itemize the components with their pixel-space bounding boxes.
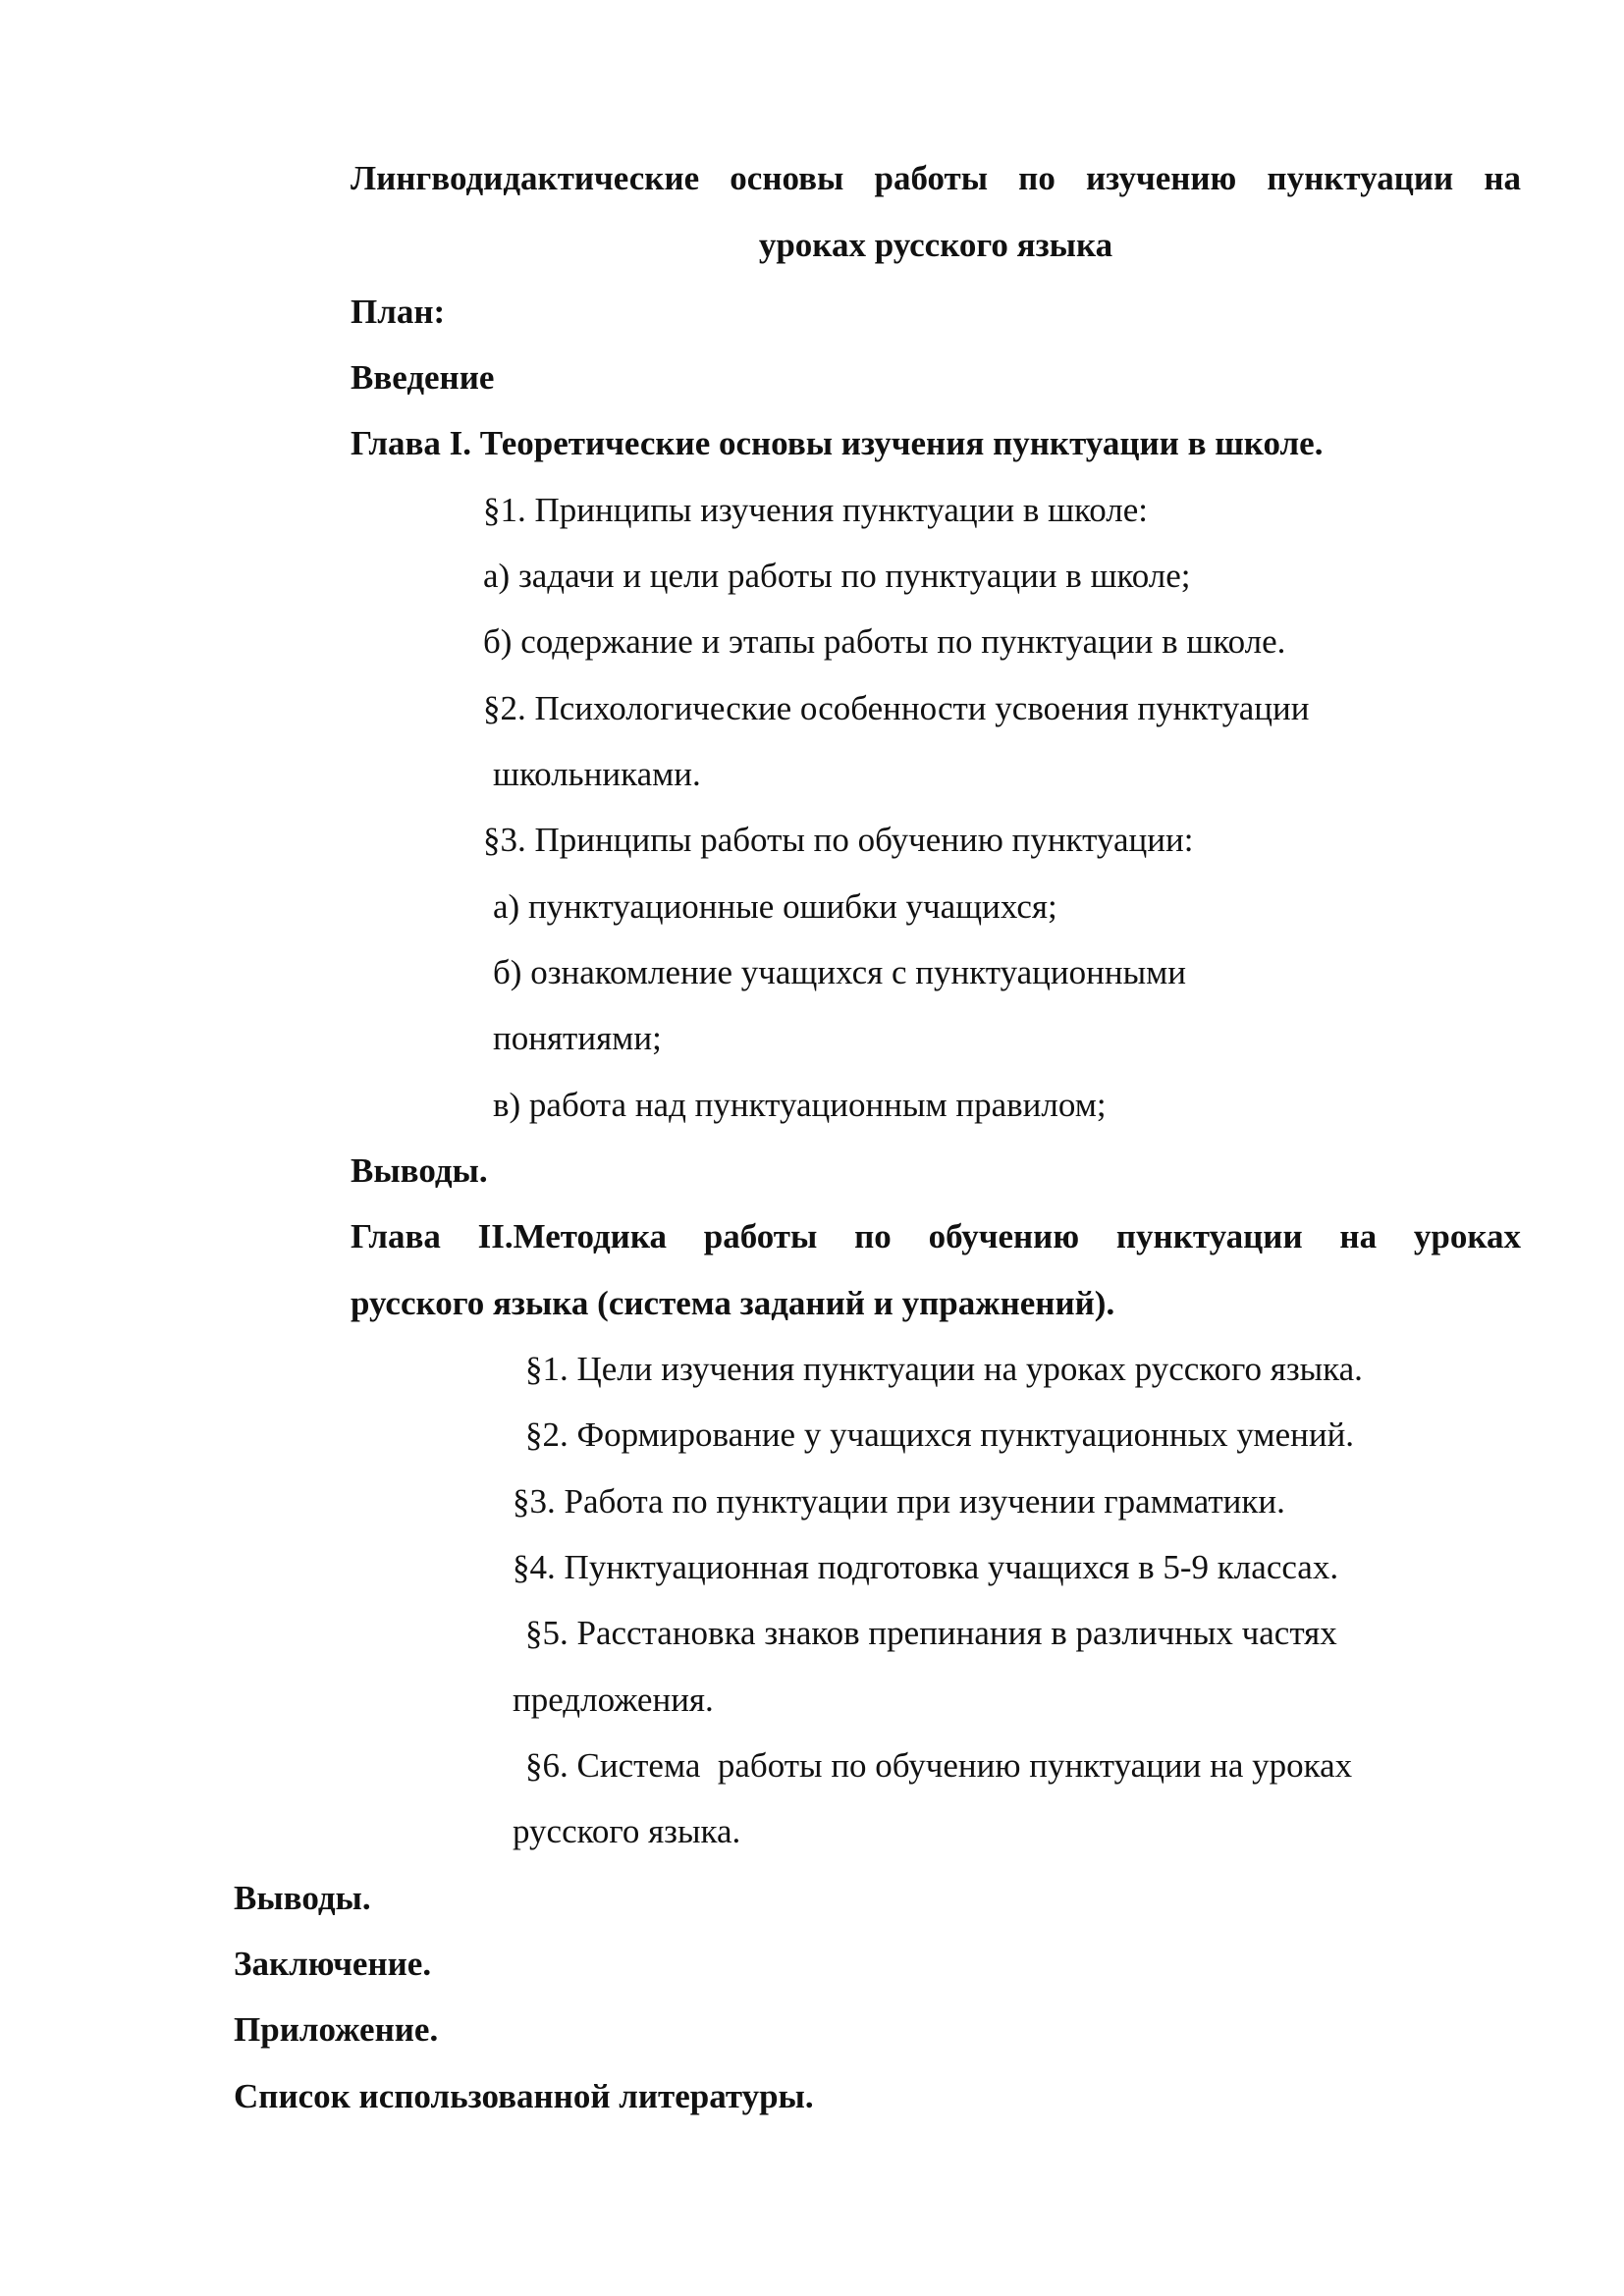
- chapter-2-heading-word: пунктуации: [1115, 1217, 1303, 1255]
- chapter-1-item: §2. Психологические особенности усвоения пунктуации: [483, 689, 1310, 727]
- intro-heading: Введение: [351, 358, 495, 397]
- chapter-2-item: русского языка.: [513, 1812, 741, 1850]
- chapter-2-heading-line-1: [351, 1215, 1521, 1258]
- chapter-1-item: §1. Принципы изучения пунктуации в школе:: [483, 491, 1149, 529]
- chapter-2-heading-word: уроках: [1413, 1217, 1521, 1255]
- chapter-1-conclusions: Выводы.: [351, 1151, 488, 1190]
- chapter-2-heading-word: по: [854, 1217, 892, 1255]
- chapter-2-item: §6. Система работы по обучению пунктуации на уроках: [525, 1746, 1353, 1785]
- chapter-2-item: §5. Расстановка знаков препинания в различных частях: [525, 1614, 1337, 1652]
- chapter-2-heading-line-2: русского языка (система заданий и упражнений).: [351, 1284, 1115, 1322]
- plan-label: План:: [351, 293, 446, 331]
- conclusion-heading: Заключение.: [234, 1945, 432, 1983]
- chapter-1-item: понятиями;: [493, 1019, 662, 1057]
- chapter-1-heading: Глава I. Теоретические основы изучения пунктуации в школе.: [351, 424, 1324, 462]
- final-conclusions: Выводы.: [234, 1879, 371, 1917]
- chapter-2-heading-word: работы: [703, 1217, 818, 1255]
- chapter-2-item: §2. Формирование у учащихся пунктуационных умений.: [525, 1415, 1355, 1454]
- chapter-2-heading-word: II.Методика: [477, 1217, 667, 1255]
- bibliography-heading: Список использованной литературы.: [234, 2077, 814, 2115]
- document-title-line-2: уроках русского языка: [758, 226, 1113, 264]
- chapter-2-heading-word: Глава: [351, 1217, 441, 1255]
- chapter-1-item: школьниками.: [493, 755, 701, 793]
- chapter-1-item: а) пунктуационные ошибки учащихся;: [493, 887, 1057, 926]
- chapter-1-item: в) работа над пунктуационным правилом;: [493, 1086, 1107, 1124]
- chapter-1-item: б) содержание и этапы работы по пунктуации в школе.: [483, 622, 1286, 661]
- chapter-1-item: §3. Принципы работы по обучению пунктуации:: [483, 821, 1194, 859]
- chapter-2-item: §1. Цели изучения пунктуации на уроках русского языка.: [525, 1350, 1363, 1388]
- document-title-line-1: Лингводидактические основы работы по изучению пунктуации на: [351, 159, 1521, 197]
- chapter-2-item: §3. Работа по пунктуации при изучении грамматики.: [513, 1482, 1285, 1521]
- appendix-heading: Приложение.: [234, 2010, 439, 2049]
- chapter-2-heading-word: обучению: [928, 1217, 1080, 1255]
- chapter-1-item: б) ознакомление учащихся с пунктуационными: [493, 953, 1186, 991]
- chapter-2-item: предложения.: [513, 1681, 714, 1719]
- chapter-2-heading-word: на: [1339, 1217, 1378, 1255]
- chapter-1-item: а) задачи и цели работы по пунктуации в школе;: [483, 557, 1191, 595]
- chapter-2-item: §4. Пунктуационная подготовка учащихся в 5-9 классах.: [513, 1548, 1339, 1586]
